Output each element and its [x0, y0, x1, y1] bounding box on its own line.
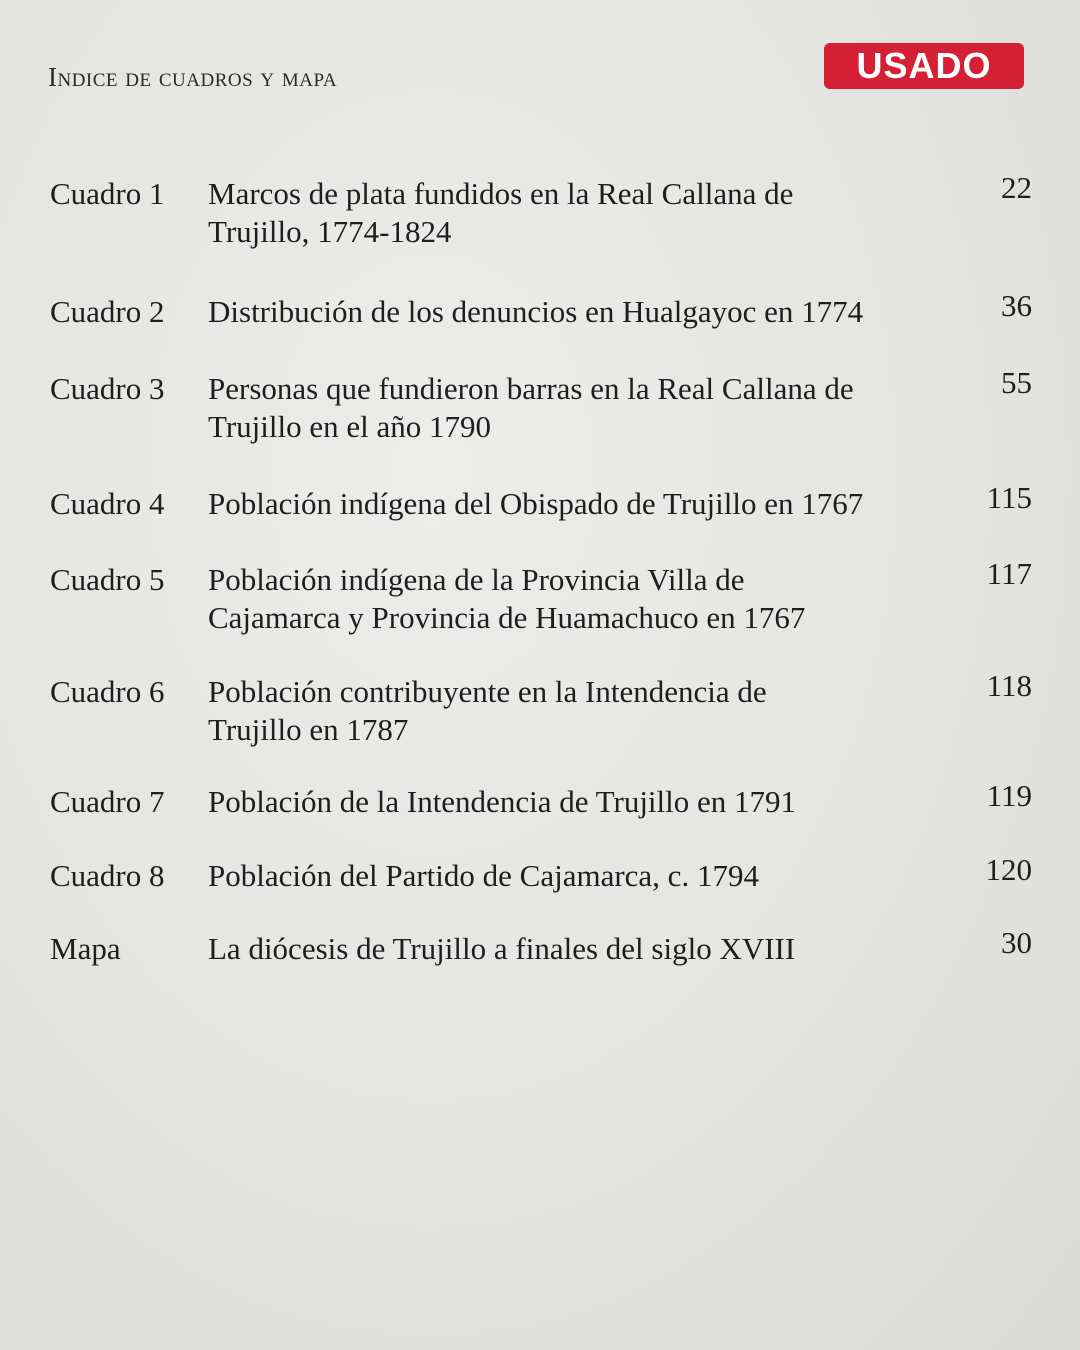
- entry-page-number: 36: [1001, 288, 1032, 323]
- entry-page-number: 30: [1001, 925, 1032, 960]
- entry-label: Cuadro 8: [50, 858, 165, 893]
- entry-label: Cuadro 6: [50, 674, 165, 709]
- entry-title: Marcos de plata fundidos en la Real Callana de Trujillo, 1774-1824: [208, 176, 794, 249]
- entry-title: Población indígena del Obispado de Trujillo en 1767: [208, 486, 864, 521]
- entry-label: Cuadro 1: [50, 176, 165, 211]
- entry-page-number: 22: [1001, 170, 1032, 205]
- entry-title: Población del Partido de Cajamarca, c. 1794: [208, 858, 759, 893]
- entry-title: Personas que fundieron barras en la Real Callana de Trujillo en el año 1790: [208, 371, 854, 444]
- entry-page-number: 119: [986, 778, 1032, 813]
- entry-title: Población de la Intendencia de Trujillo en 1791: [208, 784, 797, 819]
- entry-label: Cuadro 2: [50, 294, 165, 329]
- entry-page-number: 117: [986, 556, 1032, 591]
- entry-label: Mapa: [50, 931, 121, 966]
- entry-label: Cuadro 5: [50, 562, 165, 597]
- entry-title: La diócesis de Trujillo a finales del siglo XVIII: [208, 931, 796, 966]
- entry-title: Población contribuyente en la Intendencia de Trujillo en 1787: [208, 674, 767, 747]
- page-heading: Indice de cuadros y mapa: [48, 62, 338, 92]
- used-badge: USADO: [824, 43, 1024, 89]
- entry-label: Cuadro 3: [50, 371, 165, 406]
- entry-page-number: 115: [986, 480, 1032, 515]
- entry-page-number: 55: [1001, 365, 1032, 400]
- entry-page-number: 118: [986, 668, 1032, 703]
- entry-label: Cuadro 4: [50, 486, 165, 521]
- entry-page-number: 120: [985, 852, 1032, 887]
- entry-title: Población indígena de la Provincia Villa de Cajamarca y Provincia de Huamachuco en 1767: [208, 562, 806, 635]
- entry-title: Distribución de los denuncios en Hualgayoc en 1774: [208, 294, 864, 329]
- entry-label: Cuadro 7: [50, 784, 165, 819]
